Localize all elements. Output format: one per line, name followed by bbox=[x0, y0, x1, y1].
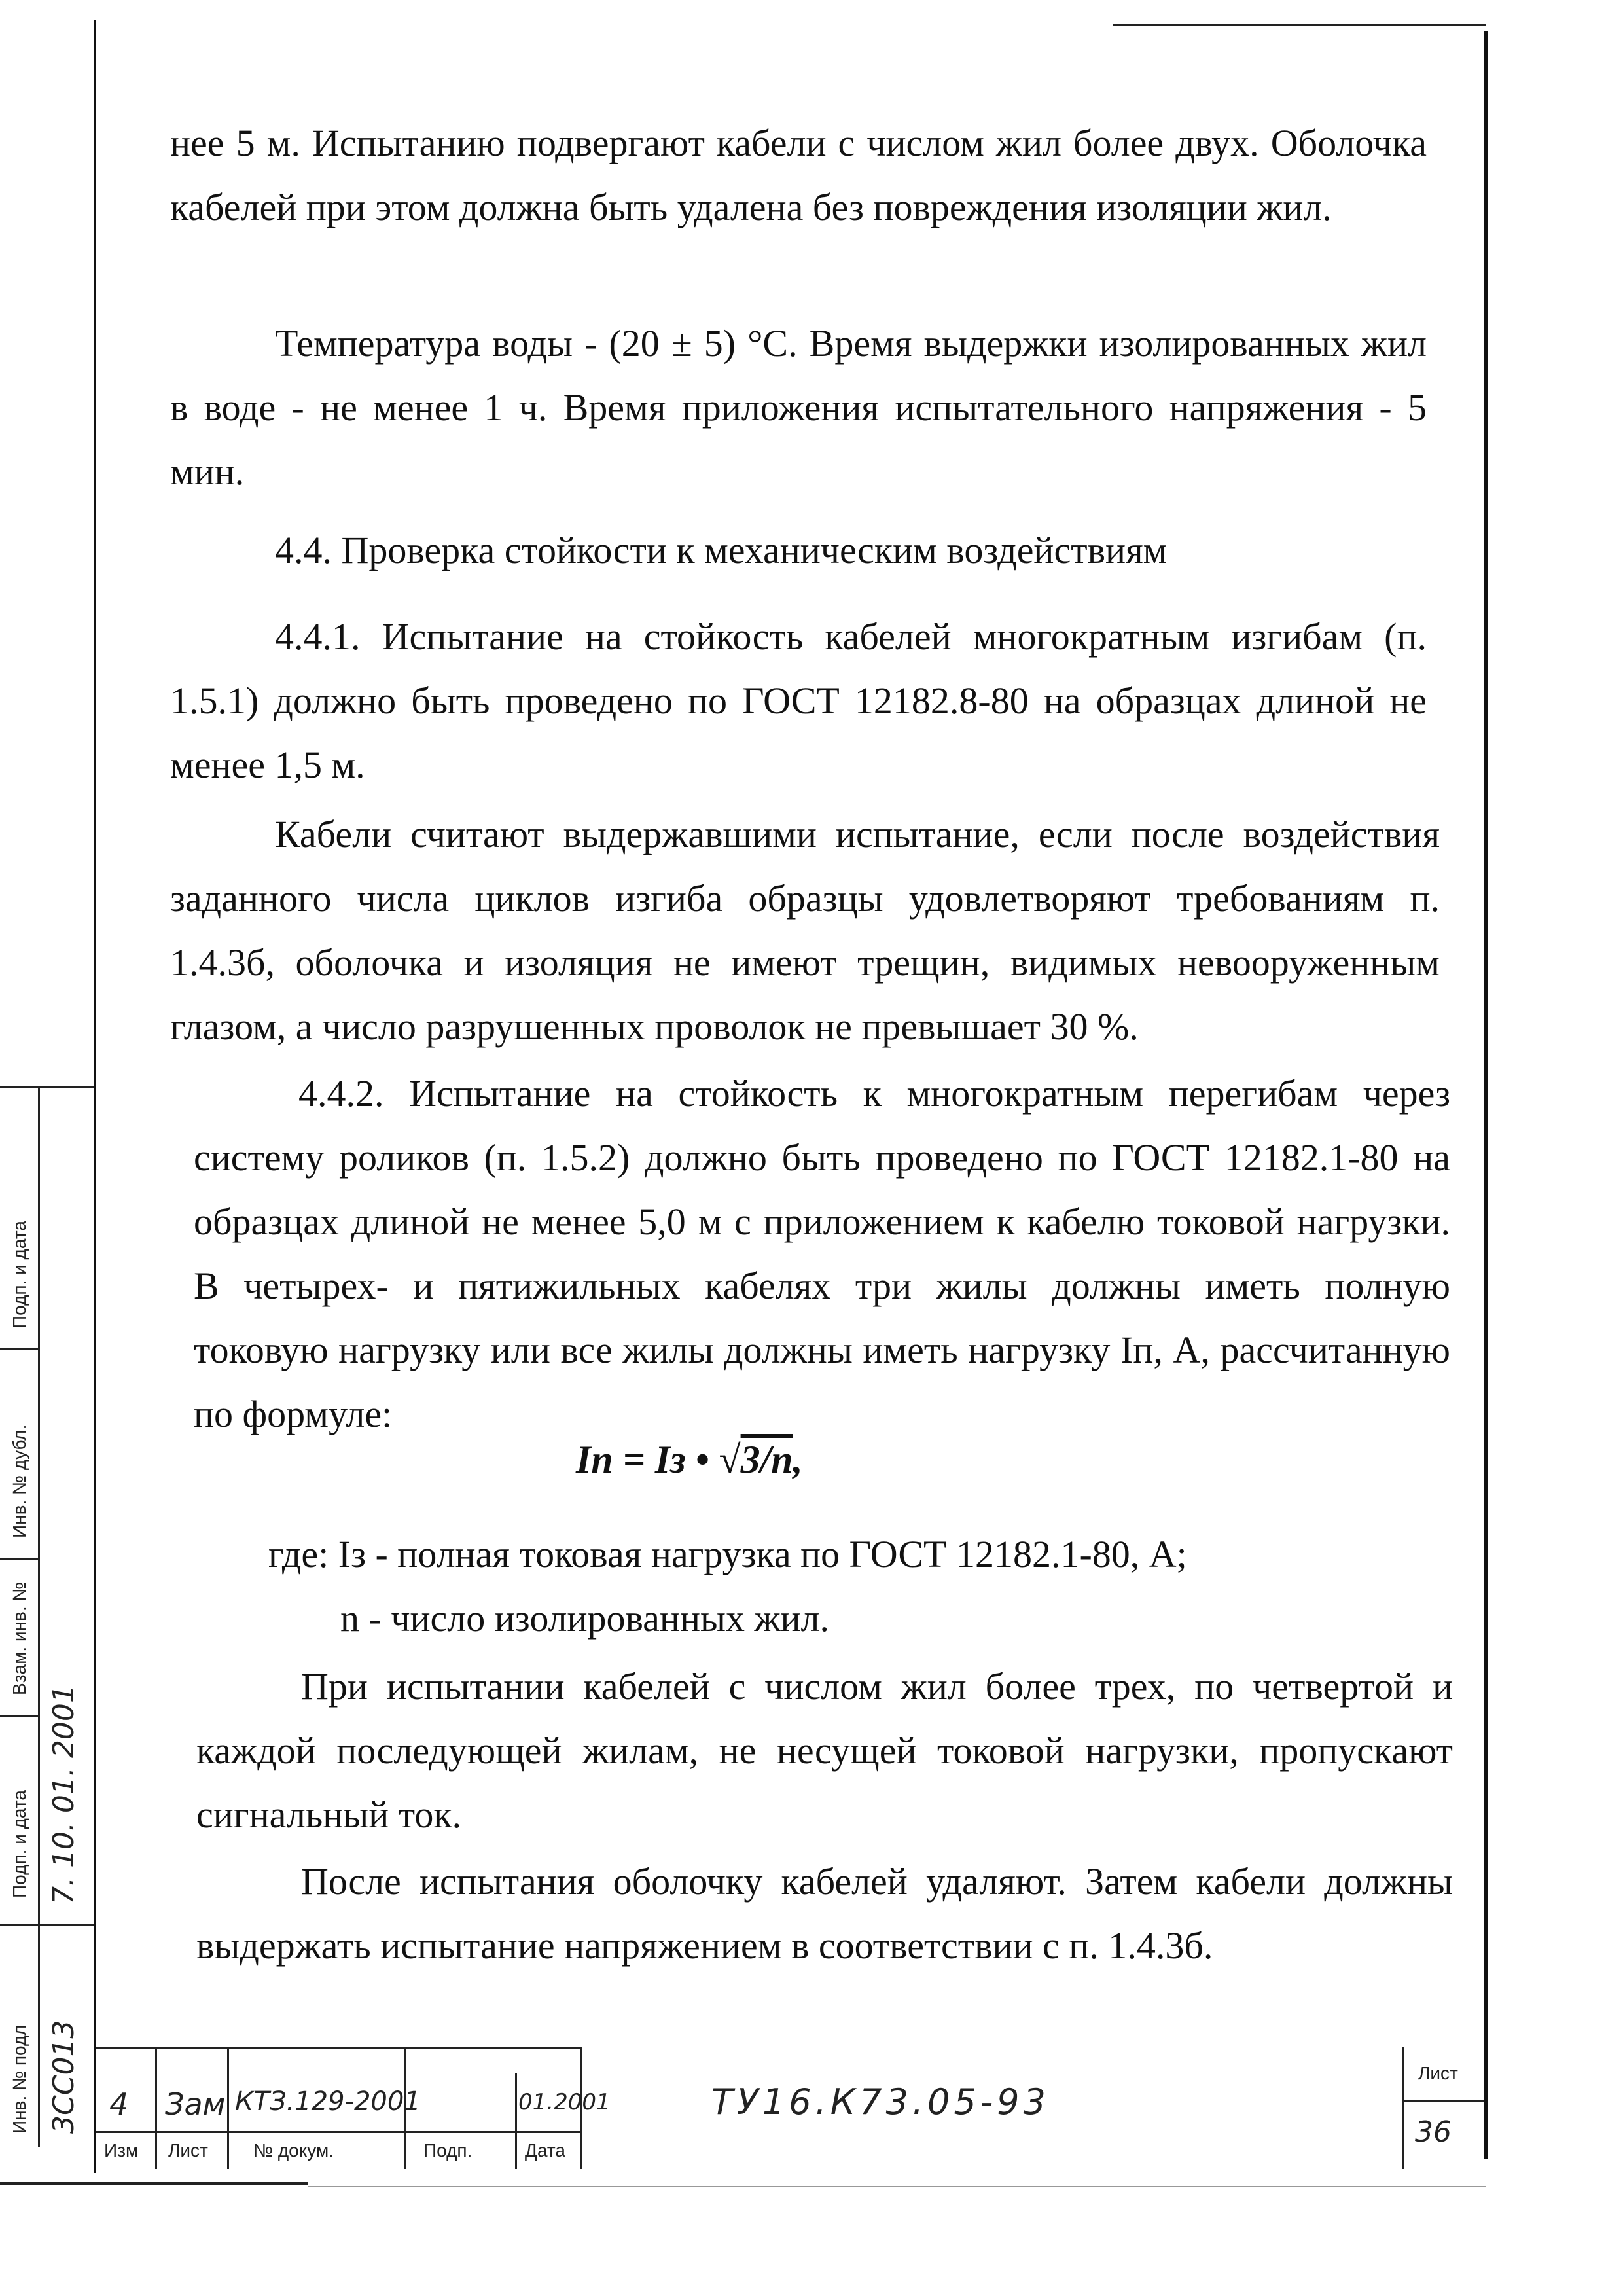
tb-line bbox=[1402, 2100, 1484, 2102]
tb-line bbox=[1402, 2047, 1404, 2169]
frame-bottom-line-light bbox=[308, 2186, 1486, 2187]
formula-tail: , bbox=[793, 1438, 803, 1481]
formula-radicand: 3/n bbox=[740, 1438, 793, 1481]
sheet-number: 36 bbox=[1415, 2115, 1452, 2149]
tb-caption-doc: № докум. bbox=[253, 2140, 334, 2161]
paragraph-after-test: После испытания оболочку кабелей удаляют. Затем кабели должны выдержать испытание напряжением в соответствии с п. 1.4.3б. bbox=[196, 1860, 1453, 1967]
strip-label-inv-podl: Инв. № подл bbox=[9, 2024, 29, 2134]
sheet-label: Лист bbox=[1418, 2063, 1458, 2083]
formula-legend-n: n - число изолированных жил. bbox=[340, 1597, 830, 1640]
title-block bbox=[96, 2047, 1484, 2169]
tb-entry-date: 01.2001 bbox=[518, 2089, 611, 2115]
strip-inv-number: 3СС013 bbox=[47, 2020, 80, 2134]
frame-right-line bbox=[1484, 31, 1488, 2159]
formula-lhs: Iп = Iз • bbox=[576, 1438, 709, 1481]
paragraph-signal-current: При испытании кабелей с числом жил более трех, по четвертой и каждой последующей жилам, не несущей токовой нагрузки, пропускают сигнальный ток. bbox=[196, 1665, 1453, 1836]
approval-strip bbox=[0, 1086, 94, 2147]
frame-top-line bbox=[1113, 24, 1486, 26]
frame-left-line bbox=[94, 20, 96, 2173]
tb-caption-izm: Изм bbox=[104, 2140, 139, 2161]
strip-label-podp-data-2: Подп. и дата bbox=[9, 1221, 29, 1329]
tb-line bbox=[155, 2047, 157, 2169]
strip-label-inv-dubl: Инв. № дубл. bbox=[9, 1424, 29, 1538]
tb-caption-date: Дата bbox=[525, 2140, 566, 2161]
tb-entry-doc: КТЗ.129-2001 bbox=[235, 2087, 421, 2117]
tb-line bbox=[515, 2073, 517, 2169]
paragraph-continuation: нее 5 м. Испытанию подвергают кабели с числом жил более двух. Оболочка кабелей при этом должна быть удалена без повреждения изоляции жил. bbox=[170, 122, 1427, 228]
strip-label-vzam-inv: Взам. инв. № bbox=[9, 1581, 29, 1695]
tb-caption-sign: Подп. bbox=[423, 2140, 473, 2161]
paragraph-bend-criteria: Кабели считают выдержавшими испытание, если после воздействия заданного числа циклов изгиба образцы удовлетворяют требованиям п. 1.4.3б, оболочка и изоляция не имеют трещин, видимых невооруженным глазом, а число разрушенных проволок не превышает 30 %. bbox=[170, 813, 1440, 1048]
tb-line bbox=[227, 2047, 229, 2169]
frame-bottom-line bbox=[0, 2182, 308, 2185]
formula-legend-iz: где: Iз - полная токовая нагрузка по ГОСТ 12182.1-80, А; bbox=[268, 1533, 1187, 1575]
tb-line bbox=[96, 2047, 580, 2049]
current-formula bbox=[576, 1437, 803, 1482]
strip-label-podp-data: Подп. и дата bbox=[9, 1790, 29, 1898]
strip-signature-date: 7. 10. 01. 2001 bbox=[47, 1685, 80, 1905]
paragraph-4-4-2: 4.4.2. Испытание на стойкость к многократным перегибам через систему роликов (п. 1.5.2) должно быть проведено по ГОСТ 12182.1-80 на образцах длиной не менее 5,0 м с приложением к кабелю токовой нагрузки. В четырех- и пятижильных кабелях три жилы должны иметь полную токовую нагрузку или все жилы должны иметь нагрузку Iп, А, рассчитанную по формуле: bbox=[194, 1072, 1450, 1435]
tb-entry-izm: 4 bbox=[109, 2087, 129, 2122]
paragraph-4-4-1: 4.4.1. Испытание на стойкость кабелей многократным изгибам (п. 1.5.1) должно быть проведено по ГОСТ 12182.8-80 на образцах длиной не менее 1,5 м. bbox=[170, 615, 1427, 786]
paragraph-water-temperature: Температура воды - (20 ± 5) °С. Время выдержки изолированных жил в воде - не менее 1 ч. Время приложения испытательного напряжения - 5 мин. bbox=[170, 322, 1427, 493]
tb-line bbox=[96, 2131, 580, 2133]
tb-caption-list: Лист bbox=[168, 2140, 208, 2161]
formula-radical: √ bbox=[719, 1438, 741, 1481]
document-code: ТУ16.К73.05-93 bbox=[711, 2081, 1050, 2123]
tb-entry-list: Зам bbox=[165, 2087, 226, 2122]
section-heading-4-4: 4.4. Проверка стойкости к механическим воздействиям bbox=[275, 529, 1168, 571]
